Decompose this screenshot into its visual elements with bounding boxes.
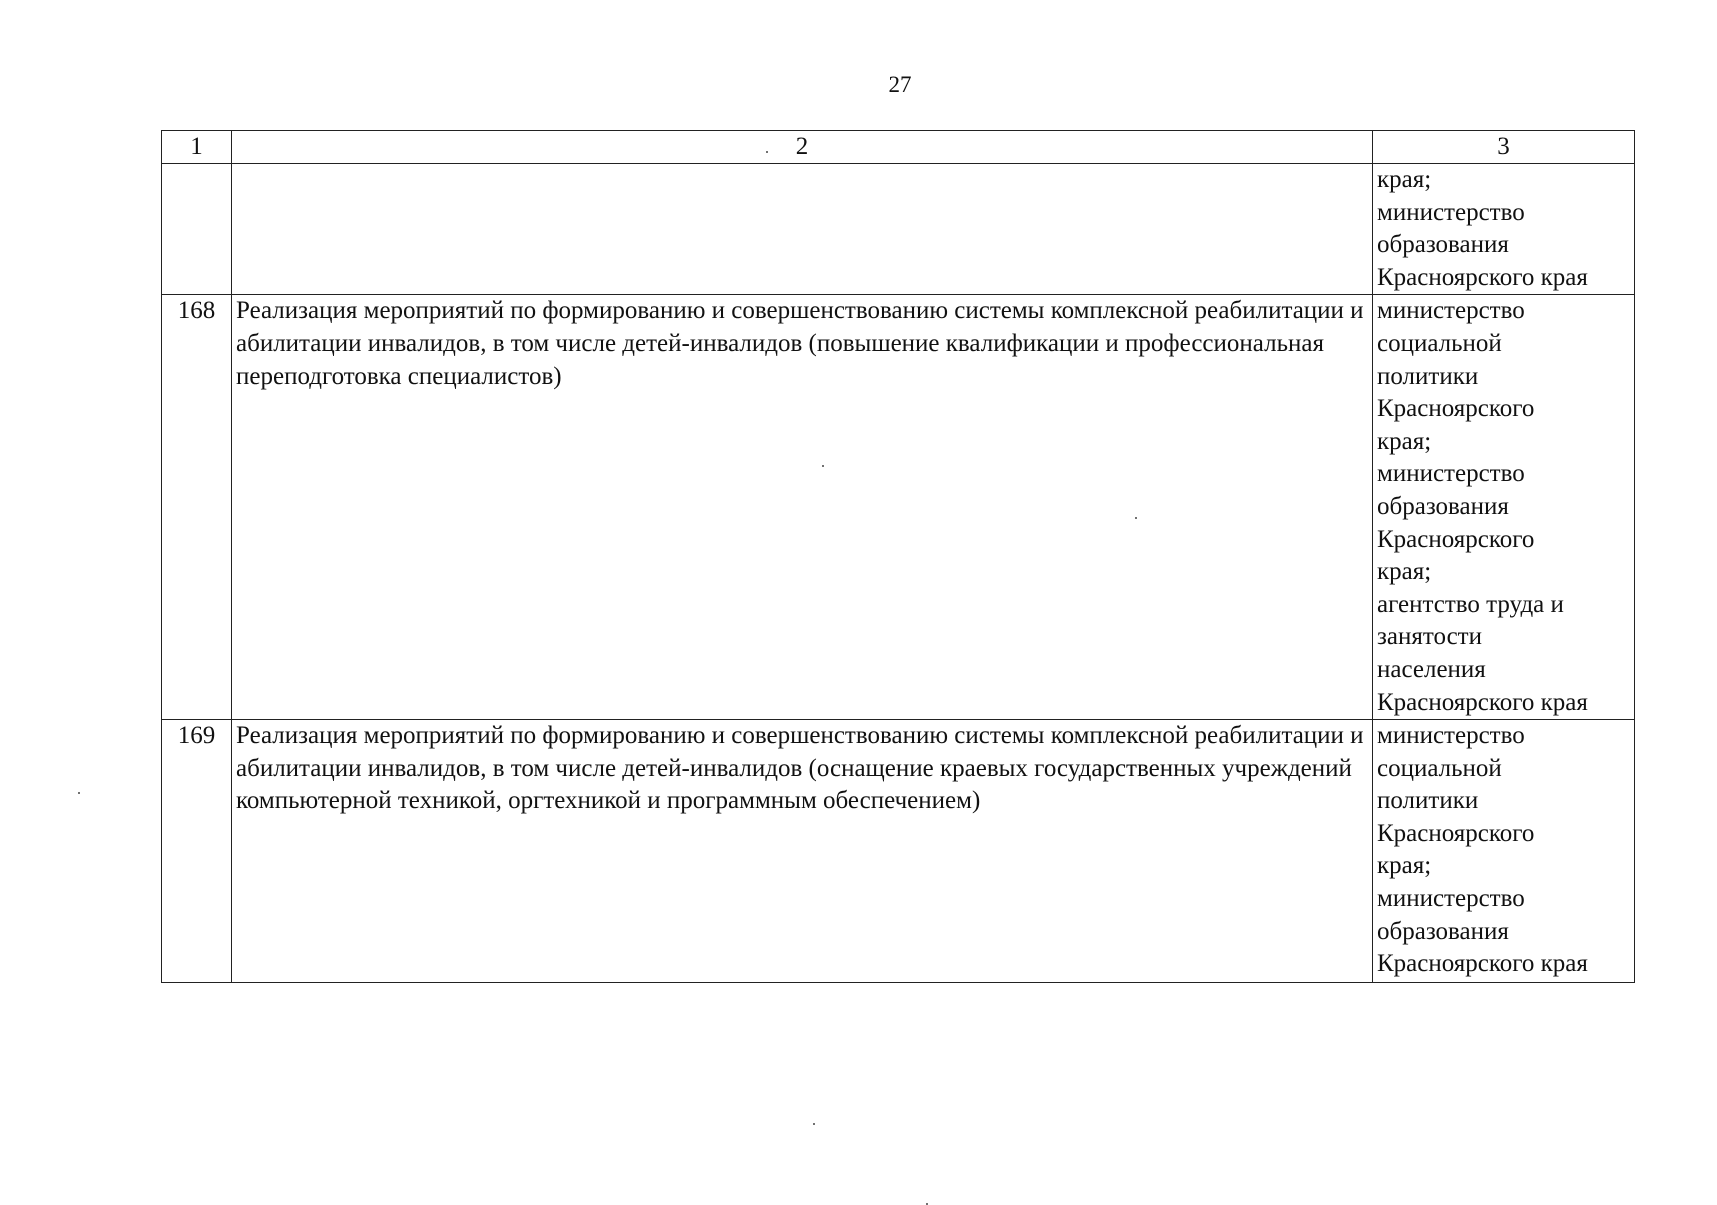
- organization-line: занятости: [1377, 623, 1482, 651]
- organization-line: края;: [1377, 558, 1432, 586]
- organization-line: образования: [1377, 492, 1509, 520]
- organization-line: края;: [1377, 427, 1432, 455]
- organization-line: Красноярского: [1377, 395, 1535, 423]
- row-description: Реализация мероприятий по формированию и совершенствованию системы комплексной реабилитации и абилитации инвалидов, в том числе детей-инвалидов (оснащение краевых государственных учреждений компьютерной техникой, оргтехникой и программным обеспечением): [232, 720, 1373, 983]
- organization-line: министерство: [1377, 885, 1525, 913]
- column-header-organizations: 3: [1373, 131, 1635, 164]
- column-header-number: 1: [162, 131, 232, 164]
- table-header-row: [162, 131, 1635, 164]
- organization-line: министерство: [1377, 297, 1525, 325]
- row-description: Реализация мероприятий по формированию и совершенствованию системы комплексной реабилитации и абилитации инвалидов, в том числе детей-инвалидов (повышение квалификации и профессиональная переподготовка специалистов): [232, 295, 1373, 720]
- organization-line: социальной: [1377, 754, 1502, 782]
- organization-line: Красноярского края: [1377, 263, 1588, 291]
- organization-line: политики: [1377, 362, 1479, 390]
- organization-line: социальной: [1377, 329, 1502, 357]
- row-organizations: [1373, 295, 1635, 720]
- scan-speck: [78, 792, 80, 794]
- organization-line: Красноярского края: [1377, 950, 1588, 978]
- organization-line: населения: [1377, 655, 1486, 683]
- organization-line: министерство: [1377, 722, 1525, 750]
- table-row: [162, 295, 1635, 720]
- organization-line: Красноярского края: [1377, 688, 1588, 716]
- row-number: 168: [162, 295, 232, 720]
- scan-speck: [813, 1123, 815, 1125]
- organization-line: Красноярского: [1377, 819, 1535, 847]
- table-row: [162, 720, 1635, 983]
- organization-line: министерство: [1377, 460, 1525, 488]
- column-header-description: 2: [232, 131, 1373, 164]
- scan-speck: [766, 151, 768, 153]
- organization-line: края;: [1377, 166, 1432, 193]
- organization-line: политики: [1377, 787, 1479, 815]
- organization-line: министерство: [1377, 198, 1525, 226]
- row-description: [232, 164, 1373, 295]
- row-number: 169: [162, 720, 232, 983]
- page-number: 27: [888, 72, 912, 97]
- row-organizations: [1373, 720, 1635, 983]
- scan-speck: [822, 465, 824, 467]
- organization-line: образования: [1377, 917, 1509, 945]
- table-row: [162, 164, 1635, 295]
- scan-speck: [1135, 517, 1137, 519]
- row-organizations: [1373, 164, 1635, 295]
- measures-table: [161, 130, 1635, 983]
- row-number: [162, 164, 232, 295]
- organization-line: Красноярского: [1377, 525, 1535, 553]
- organization-line: образования: [1377, 231, 1509, 259]
- organization-line: края;: [1377, 852, 1432, 880]
- organization-line: агентство труда и: [1377, 590, 1564, 618]
